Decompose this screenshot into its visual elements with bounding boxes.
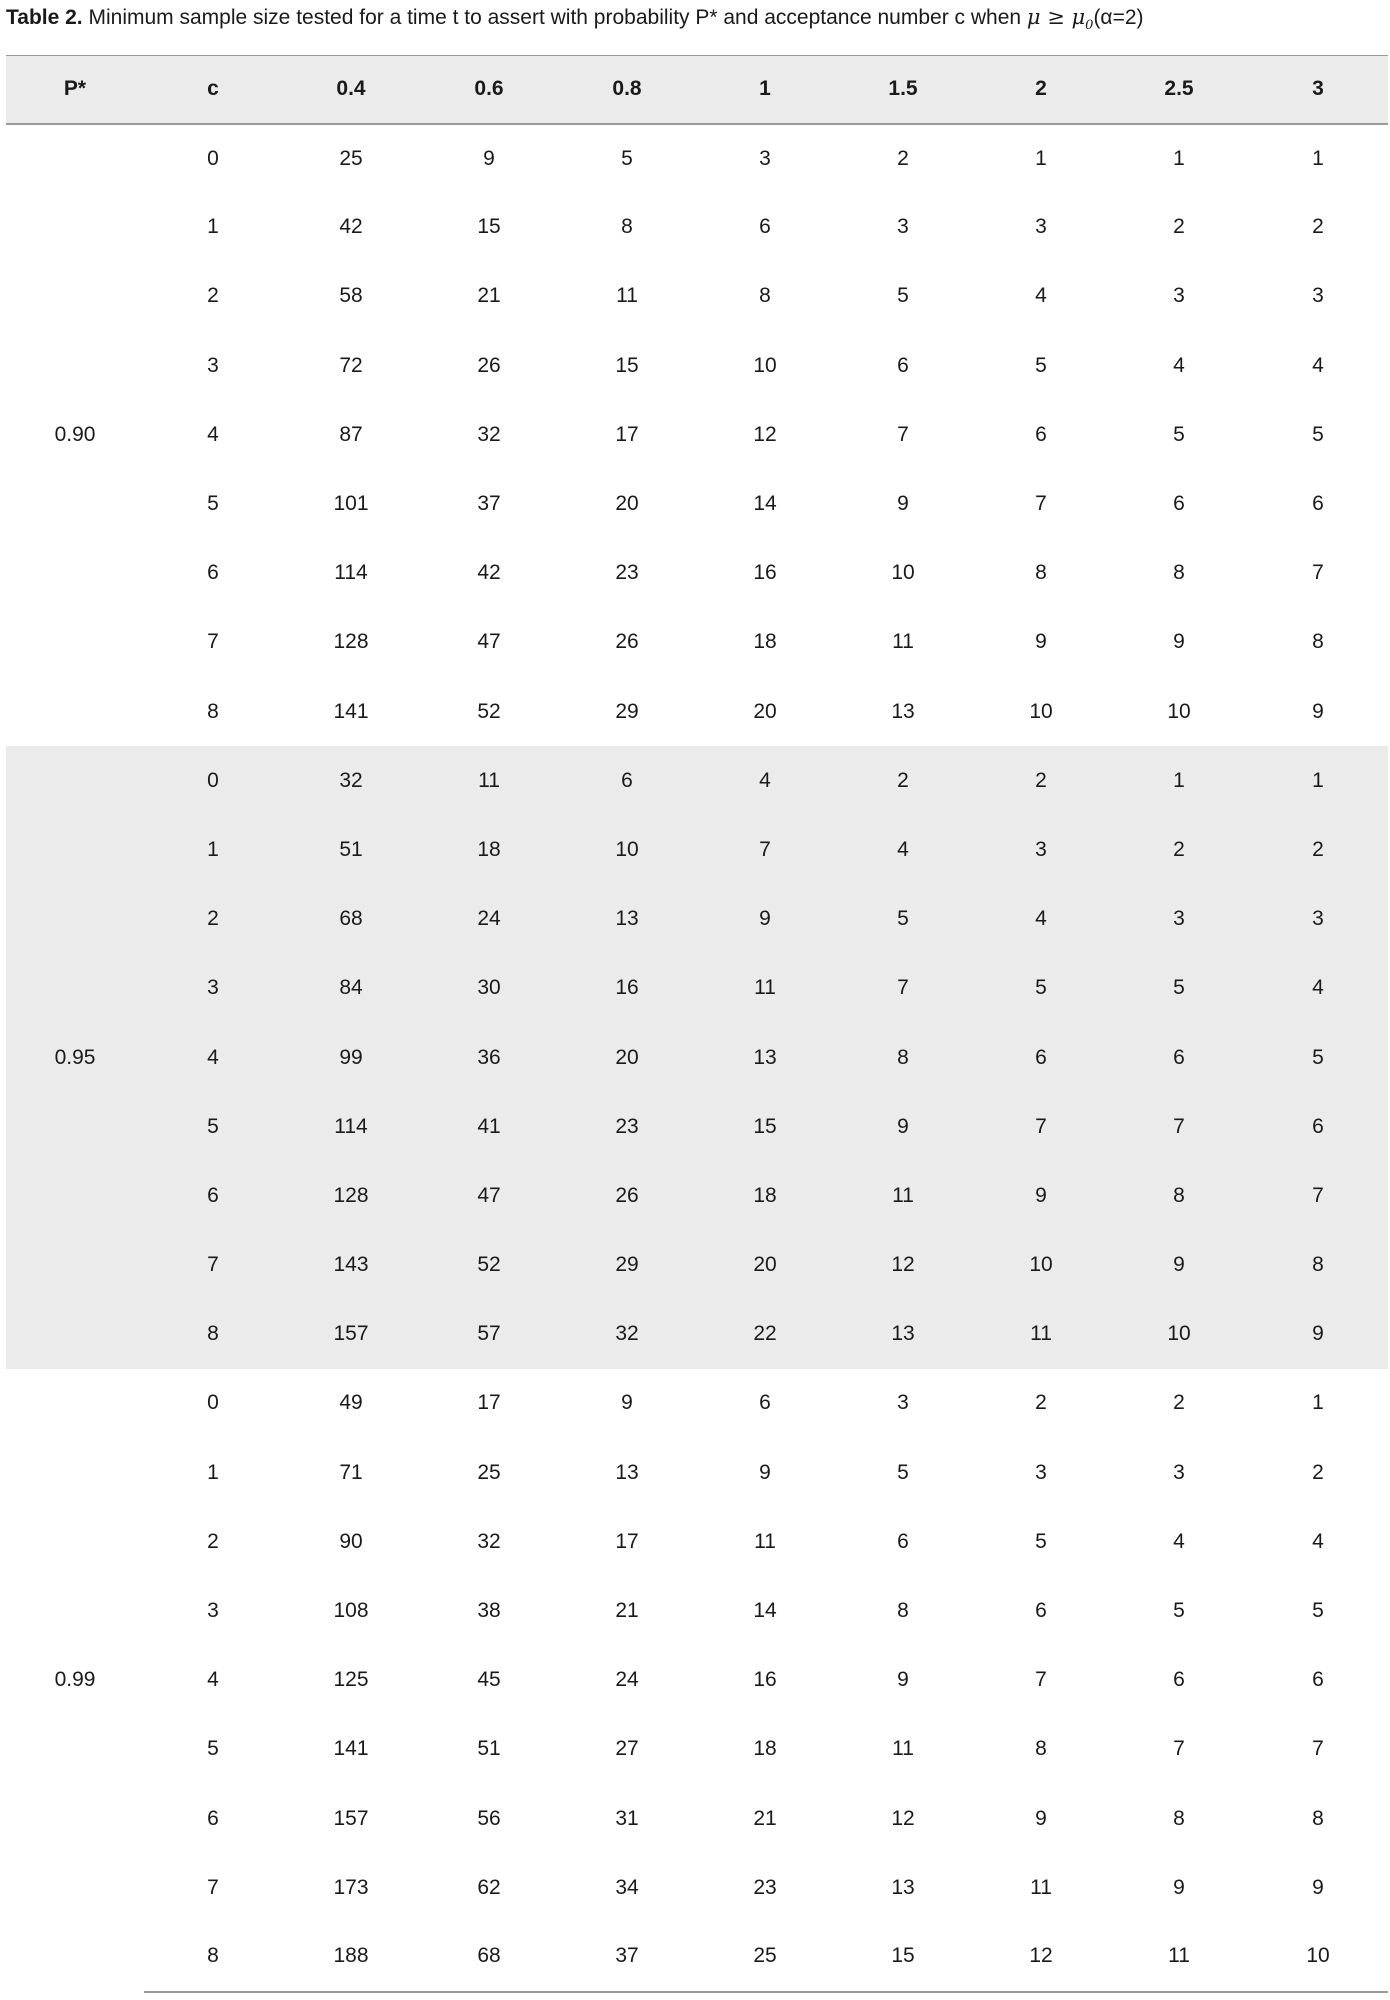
caption-mu-subscript: 0 xyxy=(1085,18,1094,34)
sample-size-cell: 1 xyxy=(1312,1391,1324,1415)
column-header: c xyxy=(144,56,282,124)
sample-size-cell: 8 xyxy=(759,284,771,308)
sample-size-cell: 1 xyxy=(1173,146,1185,170)
sample-size-cell: 8 xyxy=(1035,1737,1047,1761)
sample-size-cell: 5 xyxy=(897,1460,909,1484)
sample-size-cell: 9 xyxy=(1173,1875,1185,1899)
column-header: P* xyxy=(6,56,144,124)
sample-size-cell: 21 xyxy=(753,1806,777,1830)
sample-size-cell: 15 xyxy=(477,215,501,239)
sample-size-cell: 7 xyxy=(1173,1737,1185,1761)
table-row xyxy=(6,1507,1388,1576)
sample-size-cell: 87 xyxy=(339,422,363,446)
sample-size-cell: 18 xyxy=(753,1737,777,1761)
caption-mu: μ ≥ μ xyxy=(1026,5,1086,29)
sample-size-cell: 9 xyxy=(621,1391,633,1415)
sample-size-cell: 32 xyxy=(477,422,501,446)
caption-label: Table 2. xyxy=(6,6,83,29)
sample-size-cell: 47 xyxy=(420,1161,558,1230)
sample-size-cell: 21 xyxy=(615,1599,639,1623)
sample-size-cell: 114 xyxy=(282,1092,420,1161)
table-row xyxy=(6,1576,1388,1645)
sample-size-cell: 7 xyxy=(1035,492,1047,516)
acceptance-number-cell: 4 xyxy=(144,1023,282,1092)
column-header: 3 xyxy=(1248,56,1388,124)
sample-size-cell: 3 xyxy=(1035,215,1047,239)
sample-size-cell: 7 xyxy=(696,815,834,884)
sample-size-cell: 3 xyxy=(1173,1460,1185,1484)
sample-size-cell: 99 xyxy=(282,1023,420,1092)
sample-size-cell: 18 xyxy=(753,630,777,654)
acceptance-number-cell: 4 xyxy=(207,1668,219,1692)
sample-size-cell: 6 xyxy=(1248,1092,1388,1161)
table-row xyxy=(6,1715,1388,1784)
sample-size-cell: 27 xyxy=(615,1737,639,1761)
sample-size-cell: 24 xyxy=(615,1668,639,1692)
table-row xyxy=(6,1438,1388,1507)
sample-size-cell: 36 xyxy=(420,1023,558,1092)
sample-size-cell: 10 xyxy=(558,815,696,884)
sample-size-cell: 3 xyxy=(759,146,771,170)
sample-size-cell: 7 xyxy=(897,422,909,446)
sample-size-cell: 9 xyxy=(834,1092,972,1161)
sample-size-cell: 25 xyxy=(477,1460,501,1484)
table-row xyxy=(6,539,1388,608)
sample-size-cell: 38 xyxy=(477,1599,501,1623)
sample-size-cell: 128 xyxy=(282,1161,420,1230)
sample-size-cell: 10 xyxy=(753,353,777,377)
group-p090 xyxy=(6,124,1388,747)
sample-size-cell: 5 xyxy=(1312,422,1324,446)
acceptance-number-cell: 2 xyxy=(207,284,219,308)
sample-size-cell: 37 xyxy=(558,1922,696,1991)
sample-size-cell: 141 xyxy=(333,1737,369,1761)
sample-size-cell: 101 xyxy=(333,492,369,516)
sample-size-cell: 5 xyxy=(1173,422,1185,446)
acceptance-number-cell: 1 xyxy=(207,1460,219,1484)
sample-size-cell: 7 xyxy=(1248,1161,1388,1230)
sample-size-cell: 2 xyxy=(1173,1391,1185,1415)
sample-size-cell: 30 xyxy=(420,954,558,1023)
sample-size-cell: 7 xyxy=(834,954,972,1023)
column-header: 0.4 xyxy=(282,56,420,124)
sample-size-cell: 71 xyxy=(339,1460,363,1484)
sample-size-cell: 26 xyxy=(558,1161,696,1230)
sample-size-cell: 5 xyxy=(1248,1023,1388,1092)
sample-size-cell: 3 xyxy=(972,815,1110,884)
sample-size-cell: 10 xyxy=(1029,699,1053,723)
sample-size-cell: 6 xyxy=(1110,1023,1248,1092)
sample-size-cell: 34 xyxy=(615,1875,639,1899)
sample-size-cell: 141 xyxy=(333,699,369,723)
probability-cell: 0.99 xyxy=(54,1668,96,1692)
sample-size-cell: 8 xyxy=(1110,1161,1248,1230)
sample-size-cell: 11 xyxy=(754,1529,776,1553)
caption-text: Minimum sample size tested for a time t to assert with probability P* and acceptance number c when xyxy=(82,6,1027,29)
sample-size-cell: 5 xyxy=(972,954,1110,1023)
sample-size-cell: 56 xyxy=(477,1806,501,1830)
sample-size-cell: 10 xyxy=(972,1231,1110,1300)
sample-size-cell: 6 xyxy=(1312,1668,1324,1692)
sample-size-cell: 29 xyxy=(615,699,639,723)
sample-size-cell: 20 xyxy=(615,492,639,516)
header-row xyxy=(6,56,1388,124)
sample-size-cell: 17 xyxy=(615,422,639,446)
sample-size-cell: 20 xyxy=(558,1023,696,1092)
sample-size-cell: 84 xyxy=(282,954,420,1023)
acceptance-number-cell: 6 xyxy=(207,561,219,585)
sample-size-cell: 22 xyxy=(696,1300,834,1369)
sample-size-cell: 3 xyxy=(897,1391,909,1415)
sample-size-cell: 26 xyxy=(615,630,639,654)
table-row xyxy=(6,885,1388,954)
sample-size-cell: 7 xyxy=(1035,1668,1047,1692)
table-row xyxy=(6,608,1388,677)
sample-size-cell: 26 xyxy=(477,353,501,377)
sample-size-cell: 3 xyxy=(1035,1460,1047,1484)
table-row xyxy=(6,1231,1388,1300)
sample-size-cell: 14 xyxy=(753,492,777,516)
sample-size-cell: 9 xyxy=(696,885,834,954)
acceptance-number-cell: 7 xyxy=(144,1231,282,1300)
sample-size-cell: 4 xyxy=(1173,1529,1185,1553)
sample-size-cell: 42 xyxy=(477,561,501,585)
sample-size-cell: 4 xyxy=(972,885,1110,954)
sample-size-cell: 2 xyxy=(897,146,909,170)
sample-size-cell: 1 xyxy=(1312,146,1324,170)
sample-size-cell: 13 xyxy=(696,1023,834,1092)
sample-size-cell: 15 xyxy=(834,1922,972,1991)
sample-size-cell: 16 xyxy=(558,954,696,1023)
column-header: 0.6 xyxy=(420,56,558,124)
sample-size-cell: 8 xyxy=(834,1023,972,1092)
sample-size-cell: 6 xyxy=(759,215,771,239)
sample-size-cell: 31 xyxy=(615,1806,639,1830)
sample-size-cell: 5 xyxy=(1110,954,1248,1023)
sample-size-cell: 72 xyxy=(339,353,363,377)
acceptance-number-cell: 2 xyxy=(144,885,282,954)
table-row xyxy=(6,954,1388,1023)
sample-size-cell: 12 xyxy=(753,422,777,446)
sample-size-cell: 9 xyxy=(897,492,909,516)
sample-size-cell: 157 xyxy=(282,1300,420,1369)
sample-size-cell: 51 xyxy=(282,815,420,884)
sample-size-cell: 6 xyxy=(897,353,909,377)
sample-size-cell: 9 xyxy=(1035,1806,1047,1830)
sample-size-cell: 157 xyxy=(333,1806,369,1830)
acceptance-number-cell: 5 xyxy=(144,1092,282,1161)
sample-size-cell: 8 xyxy=(1312,1806,1324,1830)
sample-size-cell: 16 xyxy=(753,561,777,585)
sample-size-cell: 9 xyxy=(483,146,495,170)
sample-size-cell: 37 xyxy=(477,492,501,516)
acceptance-number-cell: 1 xyxy=(207,215,219,239)
sample-size-cell: 2 xyxy=(834,746,972,815)
sample-size-cell: 3 xyxy=(1110,885,1248,954)
sample-size-cell: 10 xyxy=(891,561,915,585)
sample-size-cell: 20 xyxy=(753,699,777,723)
sample-size-cell: 6 xyxy=(897,1529,909,1553)
sample-size-cell: 8 xyxy=(1035,561,1047,585)
sample-size-cell: 23 xyxy=(558,1092,696,1161)
sample-size-cell: 5 xyxy=(1173,1599,1185,1623)
sample-size-cell: 5 xyxy=(621,146,633,170)
sample-size-cell: 21 xyxy=(477,284,501,308)
sample-size-cell: 3 xyxy=(1248,885,1388,954)
sample-size-cell: 5 xyxy=(897,284,909,308)
sample-size-cell: 6 xyxy=(1173,492,1185,516)
sample-size-cell: 49 xyxy=(339,1391,363,1415)
sample-size-cell: 32 xyxy=(477,1529,501,1553)
table-row xyxy=(6,746,1388,815)
sample-size-cell: 9 xyxy=(1312,1875,1324,1899)
acceptance-number-cell: 2 xyxy=(207,1529,219,1553)
acceptance-number-cell: 6 xyxy=(207,1806,219,1830)
sample-size-cell: 16 xyxy=(753,1668,777,1692)
sample-size-cell: 58 xyxy=(339,284,363,308)
sample-size-cell: 13 xyxy=(891,699,915,723)
sample-size-cell: 10 xyxy=(1110,1300,1248,1369)
sample-size-cell: 9 xyxy=(1173,630,1185,654)
sample-size-cell: 4 xyxy=(696,746,834,815)
acceptance-number-cell: 3 xyxy=(207,1599,219,1623)
sample-size-cell: 3 xyxy=(1312,284,1324,308)
acceptance-number-cell: 3 xyxy=(207,353,219,377)
sample-size-cell: 7 xyxy=(1312,561,1324,585)
sample-size-cell: 13 xyxy=(615,1460,639,1484)
acceptance-number-cell: 4 xyxy=(207,422,219,446)
sample-size-cell: 47 xyxy=(477,630,501,654)
sample-size-cell: 6 xyxy=(1312,492,1324,516)
sample-size-cell: 125 xyxy=(333,1668,369,1692)
sample-size-cell: 9 xyxy=(1248,1300,1388,1369)
sample-size-cell: 2 xyxy=(972,746,1110,815)
sample-size-cell: 4 xyxy=(1312,353,1324,377)
acceptance-number-cell: 7 xyxy=(207,630,219,654)
column-header: 1 xyxy=(696,56,834,124)
group-p095 xyxy=(6,746,1388,1369)
sample-size-cell: 2 xyxy=(1248,815,1388,884)
sample-size-cell: 41 xyxy=(420,1092,558,1161)
sample-size-cell: 62 xyxy=(477,1875,501,1899)
sample-size-cell: 13 xyxy=(891,1875,915,1899)
sample-size-cell: 18 xyxy=(696,1161,834,1230)
sample-size-cell: 15 xyxy=(615,353,639,377)
acceptance-number-cell: 8 xyxy=(207,699,219,723)
acceptance-number-cell: 5 xyxy=(207,492,219,516)
sample-size-cell: 11 xyxy=(1030,1875,1052,1899)
sample-size-cell: 6 xyxy=(1173,1668,1185,1692)
caption-alpha: (α=2) xyxy=(1093,6,1144,29)
sample-size-cell: 2 xyxy=(1110,815,1248,884)
sample-size-cell: 9 xyxy=(759,1460,771,1484)
acceptance-number-cell: 8 xyxy=(144,1300,282,1369)
table-row xyxy=(6,400,1388,469)
sample-size-cell: 45 xyxy=(477,1668,501,1692)
sample-size-cell: 42 xyxy=(339,215,363,239)
table-row xyxy=(6,124,1388,193)
probability-cell: 0.95 xyxy=(6,746,144,1369)
sample-size-cell: 32 xyxy=(282,746,420,815)
sample-size-cell: 23 xyxy=(753,1875,777,1899)
sample-size-cell: 114 xyxy=(334,561,368,585)
sample-size-cell: 52 xyxy=(420,1231,558,1300)
table-row xyxy=(6,331,1388,400)
sample-size-cell: 9 xyxy=(1312,699,1324,723)
sample-size-cell: 25 xyxy=(339,146,363,170)
acceptance-number-cell: 0 xyxy=(207,146,219,170)
table-row xyxy=(6,1369,1388,1438)
sample-size-cell: 8 xyxy=(1173,561,1185,585)
column-header: 2 xyxy=(972,56,1110,124)
acceptance-number-cell: 8 xyxy=(144,1922,282,1991)
sample-size-cell: 13 xyxy=(558,885,696,954)
sample-size-cell: 13 xyxy=(834,1300,972,1369)
sample-size-cell: 8 xyxy=(1248,1231,1388,1300)
sample-size-cell: 8 xyxy=(1312,630,1324,654)
sample-size-cell: 29 xyxy=(558,1231,696,1300)
column-header: 0.8 xyxy=(558,56,696,124)
table-row xyxy=(6,677,1388,746)
sample-size-cell: 173 xyxy=(333,1875,369,1899)
sample-size-cell: 9 xyxy=(897,1668,909,1692)
column-header: 2.5 xyxy=(1110,56,1248,124)
table-row xyxy=(6,1300,1388,1369)
sample-size-cell: 68 xyxy=(282,885,420,954)
table-row xyxy=(6,1161,1388,1230)
sample-size-cell: 4 xyxy=(1312,1529,1324,1553)
sample-size-cell: 32 xyxy=(558,1300,696,1369)
sample-size-cell: 10 xyxy=(1167,699,1191,723)
sample-size-cell: 12 xyxy=(834,1231,972,1300)
sample-size-cell: 90 xyxy=(339,1529,363,1553)
sample-size-cell: 12 xyxy=(891,1806,915,1830)
sample-size-cell: 11 xyxy=(616,284,638,308)
table-row xyxy=(6,1784,1388,1853)
sample-size-cell: 6 xyxy=(1035,422,1047,446)
sample-size-cell: 5 xyxy=(1035,1529,1047,1553)
sample-size-cell: 11 xyxy=(972,1300,1110,1369)
acceptance-number-cell: 0 xyxy=(144,746,282,815)
sample-size-cell: 1 xyxy=(1035,146,1047,170)
sample-size-cell: 25 xyxy=(696,1922,834,1991)
table-row xyxy=(6,1922,1388,1991)
sample-size-cell: 11 xyxy=(892,630,914,654)
sample-size-cell: 143 xyxy=(282,1231,420,1300)
sample-size-cell: 3 xyxy=(897,215,909,239)
group-p099 xyxy=(6,1369,1388,1992)
table-row xyxy=(6,469,1388,538)
table-row xyxy=(6,815,1388,884)
sample-size-cell: 5 xyxy=(834,885,972,954)
sample-size-cell: 24 xyxy=(420,885,558,954)
sample-size-cell: 17 xyxy=(615,1529,639,1553)
sample-size-cell: 9 xyxy=(1035,630,1047,654)
table-caption xyxy=(6,2,1144,41)
sample-size-cell: 9 xyxy=(972,1161,1110,1230)
sample-size-cell: 128 xyxy=(333,630,369,654)
sample-size-cell: 15 xyxy=(696,1092,834,1161)
sample-size-cell: 5 xyxy=(1312,1599,1324,1623)
sample-size-cell: 8 xyxy=(897,1599,909,1623)
sample-size-cell: 2 xyxy=(1173,215,1185,239)
table-row xyxy=(6,262,1388,331)
sample-size-cell: 6 xyxy=(1035,1599,1047,1623)
sample-size-cell: 12 xyxy=(972,1922,1110,1991)
sample-size-cell: 17 xyxy=(477,1391,501,1415)
sample-size-cell: 14 xyxy=(753,1599,777,1623)
sample-size-cell: 7 xyxy=(1312,1737,1324,1761)
acceptance-number-cell: 7 xyxy=(207,1875,219,1899)
sample-size-cell: 6 xyxy=(558,746,696,815)
sample-size-cell: 4 xyxy=(1173,353,1185,377)
sample-size-cell: 108 xyxy=(333,1599,369,1623)
sample-size-cell: 7 xyxy=(972,1092,1110,1161)
sample-size-cell: 10 xyxy=(1248,1922,1388,1991)
table-row xyxy=(6,1092,1388,1161)
sample-size-cell: 11 xyxy=(892,1737,914,1761)
table-row xyxy=(6,1646,1388,1715)
sample-size-cell: 2 xyxy=(1312,1460,1324,1484)
sample-size-cell: 188 xyxy=(282,1922,420,1991)
acceptance-number-cell: 3 xyxy=(144,954,282,1023)
sample-size-cell: 68 xyxy=(420,1922,558,1991)
sample-size-cell: 7 xyxy=(1110,1092,1248,1161)
acceptance-number-cell: 1 xyxy=(144,815,282,884)
sample-size-cell: 6 xyxy=(972,1023,1110,1092)
sample-size-cell: 4 xyxy=(834,815,972,884)
table-row xyxy=(6,1853,1388,1922)
table-row xyxy=(6,193,1388,262)
sample-size-cell: 4 xyxy=(1035,284,1047,308)
sample-size-cell: 1 xyxy=(1110,746,1248,815)
table-header xyxy=(6,56,1388,124)
sample-size-cell: 2 xyxy=(1312,215,1324,239)
sample-size-cell: 52 xyxy=(477,699,501,723)
sample-size-cell: 51 xyxy=(477,1737,501,1761)
sample-size-cell: 9 xyxy=(1110,1231,1248,1300)
sample-size-cell: 18 xyxy=(420,815,558,884)
acceptance-number-cell: 5 xyxy=(207,1737,219,1761)
acceptance-number-cell: 6 xyxy=(144,1161,282,1230)
sample-size-cell: 2 xyxy=(1035,1391,1047,1415)
sample-size-cell: 5 xyxy=(1035,353,1047,377)
sample-size-cell: 11 xyxy=(420,746,558,815)
sample-size-cell: 1 xyxy=(1248,746,1388,815)
sample-size-cell: 23 xyxy=(615,561,639,585)
sample-size-cell: 3 xyxy=(1173,284,1185,308)
sample-size-cell: 57 xyxy=(420,1300,558,1369)
sample-size-cell: 4 xyxy=(1248,954,1388,1023)
sample-size-cell: 20 xyxy=(696,1231,834,1300)
acceptance-number-cell: 0 xyxy=(207,1391,219,1415)
sample-size-cell: 8 xyxy=(621,215,633,239)
sample-size-cell: 11 xyxy=(834,1161,972,1230)
sample-size-cell: 6 xyxy=(759,1391,771,1415)
sample-size-table xyxy=(6,55,1388,1993)
column-header: 1.5 xyxy=(834,56,972,124)
probability-cell: 0.90 xyxy=(54,423,96,447)
table-row xyxy=(6,1023,1388,1092)
sample-size-cell: 11 xyxy=(1110,1922,1248,1991)
sample-size-cell: 8 xyxy=(1173,1806,1185,1830)
sample-size-cell: 11 xyxy=(696,954,834,1023)
